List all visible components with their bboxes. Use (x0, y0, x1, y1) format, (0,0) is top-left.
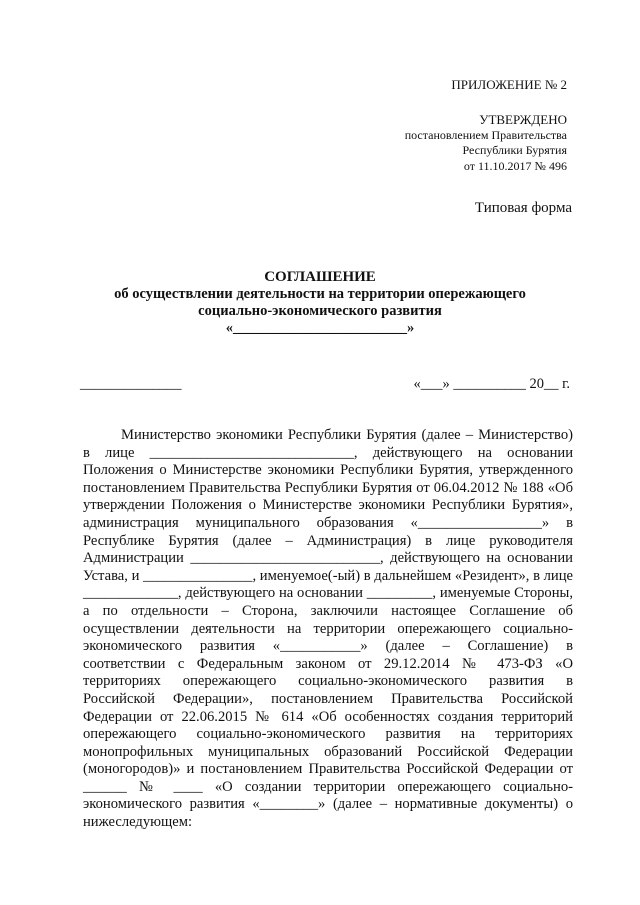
form-type-label: Типовая форма (474, 200, 572, 216)
document-title: СОГЛАШЕНИЕ (264, 269, 376, 285)
approved-by-line2: Республики Бурятия (462, 143, 567, 157)
approved-label: УТВЕРЖДЕНО (479, 112, 567, 127)
approved-date-number: от 11.10.2017 № 496 (463, 158, 567, 173)
title-line-1: об осуществлении деятельности на территории опережающего (114, 286, 526, 302)
appendix-number: ПРИЛОЖЕНИЕ № 2 (451, 77, 567, 92)
title-line-2: социально-экономического развития (198, 303, 442, 319)
place-blank: ______________ (80, 376, 182, 392)
document-title-block (60, 269, 580, 337)
approved-by-line1: постановлением Правительства (404, 127, 567, 142)
body-paragraph: Министерство экономики Республики Бурятия (далее – Министерство) в лице ____________________________, действующего на основании Положения о Министерстве экономики Республики Бурятия, утвержденного постановлением Правительства Республики Бурятия от 06.04.2012 № 188 «Об утверждении Положения о Министерстве экономики Республики Бурятия», администрация муниципального образования «_________________» в Республике Бурятия (далее – Администрация) в лице руководителя Администрации __________________________, действующего на основании Устава, и _______________, именуемое(-ый) в дальнейшем «Резидент», в лице _____________, действующего на основании _________, именуемые Стороны, а по отдельности – Сторона, заключили настоящее Соглашение об осуществлении деятельности на территории опережающего социально-экономического развития «___________» (далее – Соглашение) в соответствии с Федеральным законом от 29.12.2014 № 473-ФЗ «О территориях опережающего социально-экономического развития в Российской Федерации», постановлением Правительства Российской Федерации от 22.06.2015 № 614 «Об особенностях создания территорий опережающего социально-экономического развития на территориях монопрофильных муниципальных образований Российской Федерации (моногородов)» и постановлением Правительства Российской Федерации от ______ № ____ «О создании территории опережающего социально-экономического развития «________» (далее – нормативные документы) о нижеследующем: (83, 427, 573, 831)
approval-block (405, 112, 567, 174)
title-line-3: «________________________» (225, 320, 415, 336)
date-blank: «___» __________ 20__ г. (413, 376, 570, 392)
place-date-row (80, 376, 570, 396)
